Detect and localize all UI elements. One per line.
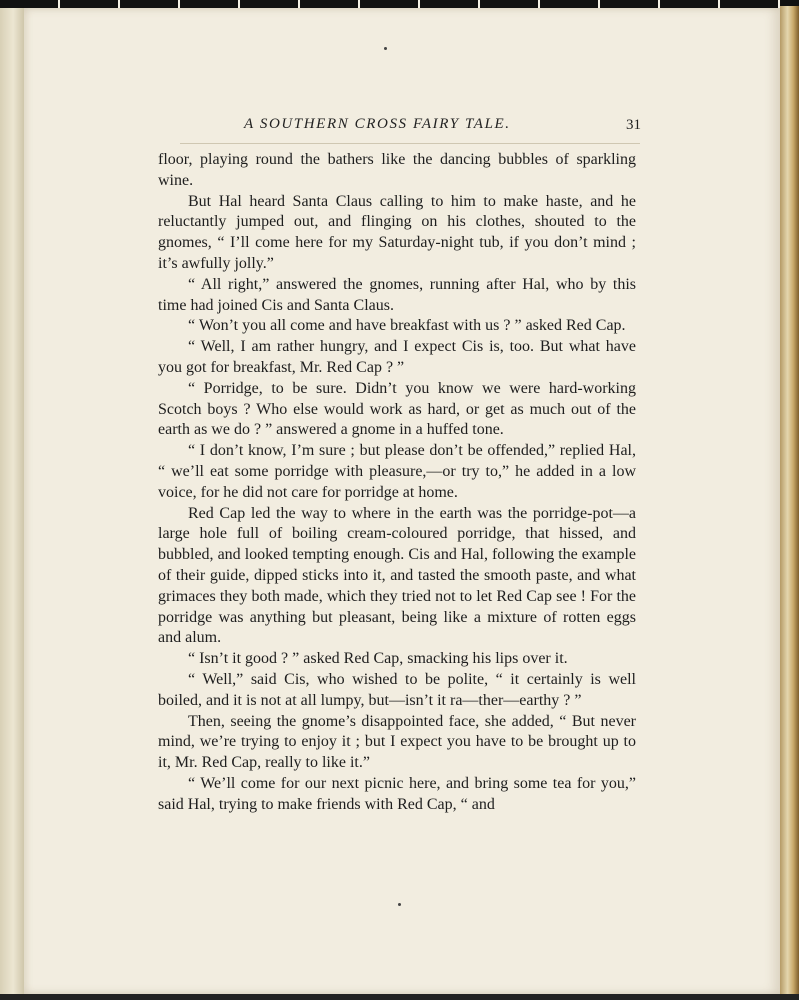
paragraph: “ Well,” said Cis, who wished to be polite, “ it certainly is well boiled, and it is not at all lumpy, but—isn’t it ra—ther—earthy ? ” <box>158 670 636 709</box>
paragraph: Red Cap led the way to where in the earth was the porridge-pot—a large hole full of boiling cream-coloured porridge, that hissed, and bubbled, and looked tempting enough. Cis and Hal, following the example of their guide, dipped sticks into it, and tasted the smooth paste, and what grimaces they both made, which they tried not to let Red Cap see ! For the porridge was anything but pleasant, being like a mixture of rotten eggs and alum. <box>158 504 636 647</box>
header-rule <box>180 143 640 144</box>
paper-speck <box>398 903 401 906</box>
paragraph: Then, seeing the gnome’s disappointed face, she added, “ But never mind, we’re trying to enjoy it ; but I expect you have to be brought up to it, Mr. Red Cap, really to like it.” <box>158 712 636 772</box>
paragraph: “ We’ll come for our next picnic here, and bring some tea for you,” said Hal, trying to make friends with Red Cap, “ and <box>158 774 636 813</box>
body-text <box>158 150 636 816</box>
running-title: A SOUTHERN CROSS FAIRY TALE. <box>244 116 511 132</box>
paper-speck <box>384 47 387 50</box>
paragraph: “ Isn’t it good ? ” asked Red Cap, smacking his lips over it. <box>188 650 568 668</box>
paragraph: “ Well, I am rather hungry, and I expect Cis is, too. But what have you got for breakfast, Mr. Red Cap ? ” <box>158 338 636 376</box>
page-number: 31 <box>626 117 641 133</box>
page-edge <box>780 6 799 996</box>
scan-bottom-edge <box>0 994 799 1000</box>
paragraph: “ All right,” answered the gnomes, running after Hal, who by this time had joined Cis and Santa Claus. <box>158 275 636 314</box>
paragraph: floor, playing round the bathers like the dancing bubbles of sparkling wine. <box>158 151 636 189</box>
paragraph: But Hal heard Santa Claus calling to him to make haste, and he reluctantly jumped out, and flinging on his clothes, shouted to the gnomes, “ I’ll come here for my Saturday-night tub, if you don’t mind ; it’s awfully jolly.” <box>158 192 636 272</box>
paragraph: “ Porridge, to be sure. Didn’t you know we were hard-working Scotch boys ? Who else would work as hard, or get as much out of the earth as we do ? ” answered a gnome in a huffed tone. <box>158 379 636 439</box>
scan-top-strip <box>0 0 799 8</box>
book-gutter <box>0 8 25 994</box>
paragraph: “ Won’t you all come and have breakfast with us ? ” asked Red Cap. <box>188 317 626 335</box>
paragraph: “ I don’t know, I’m sure ; but please don’t be offended,” replied Hal, “ we’ll eat some porridge with pleasure,—or try to,” he added in a low voice, for he did not care for porridge at home. <box>158 442 636 501</box>
